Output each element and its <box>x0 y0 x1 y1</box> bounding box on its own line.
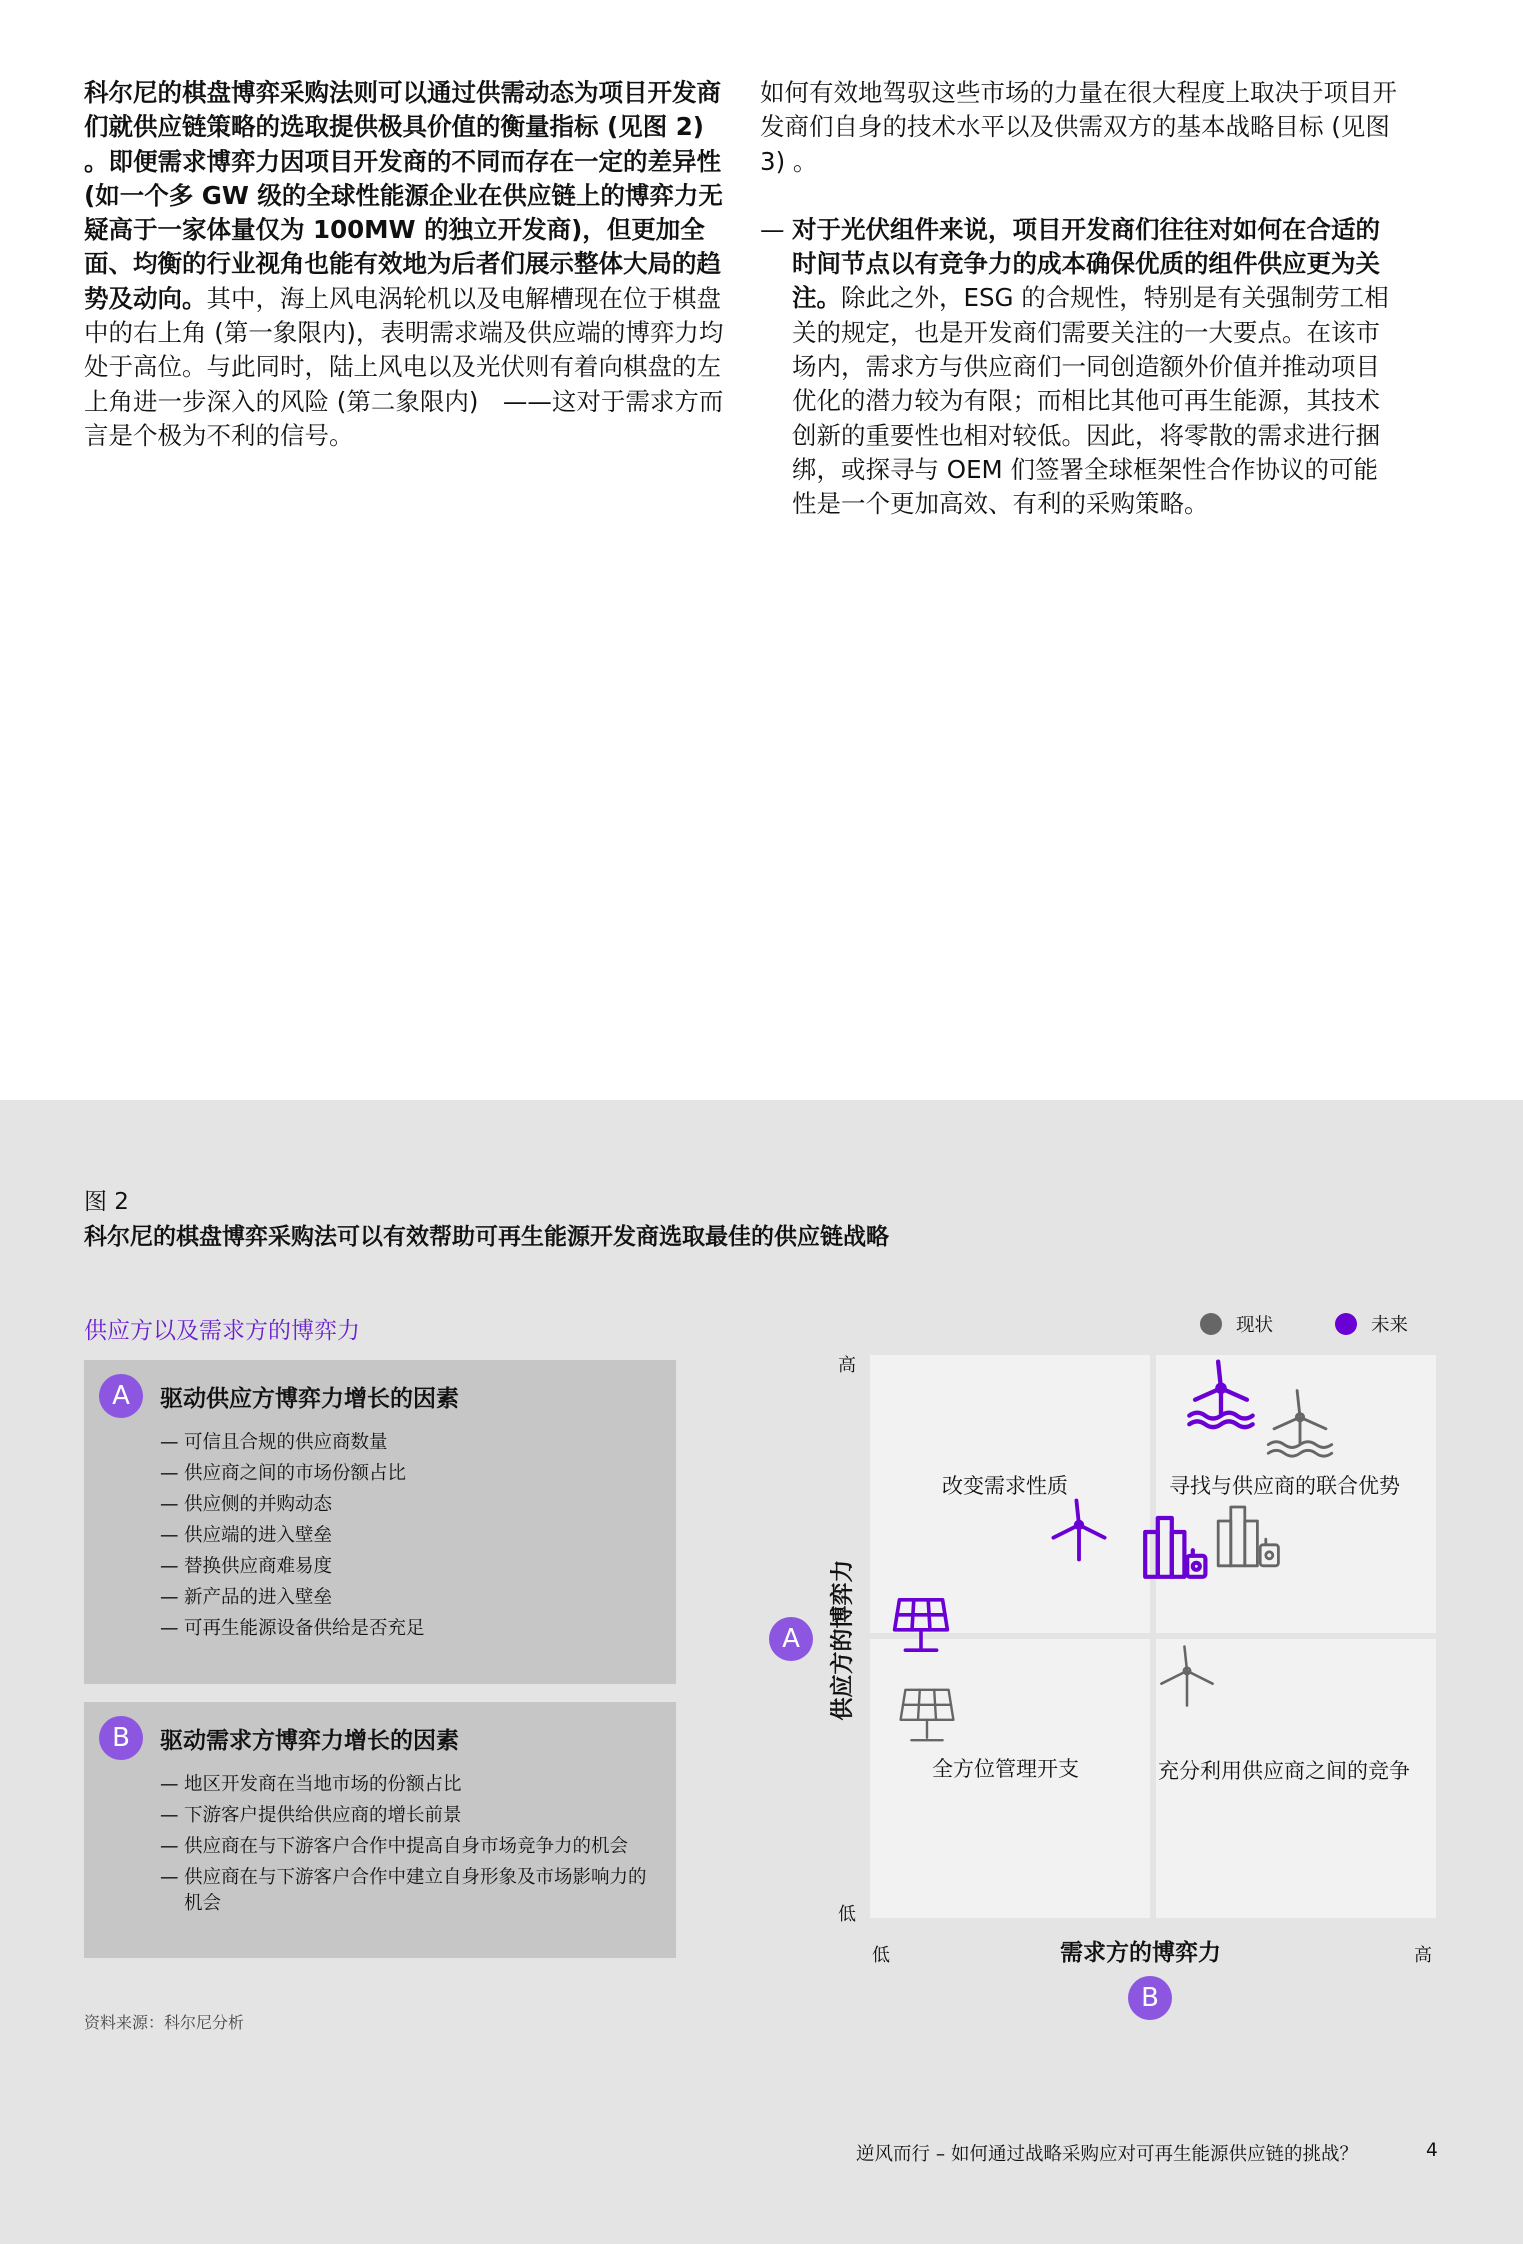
list-dash: — <box>160 1836 179 1857</box>
panel-a-badge: A <box>99 1374 143 1418</box>
list-item-text: 供应商在与下游客户合作中建立自身形象及市场影响力的机会 <box>184 1867 647 1914</box>
panel-b-list <box>160 1772 660 1922</box>
right-bullet-regular: 除此之外，ESG 的合规性，特别是有关强制劳工相关的规定，也是开发商们需要关注的一大要点。在该市场内，需求方与供应商们一同创造额外价值并推动项目优化的潜力较为有限；而相比其他可再生能源，其技术创新的重要性也相对较低。因此，将零散的需求进行捆绑，或探寻与 OEM 们签署全球框架性合作协议的可能性是一个更加高效、有利的采购策略。 <box>792 283 1389 519</box>
panel-a-list <box>160 1430 660 1647</box>
list-item-text: 下游客户提供给供应商的增长前景 <box>184 1805 462 1826</box>
solar-panel-icon <box>897 1685 957 1745</box>
list-item <box>160 1585 660 1611</box>
legend-current-dot <box>1200 1313 1222 1335</box>
panel-b-title: 驱动需求方博弈力增长的因素 <box>160 1728 459 1754</box>
quadrant-label-bottom-left: 全方位管理开支 <box>932 1757 1079 1781</box>
left-regular-text: 其中，海上风电涡轮机以及电解槽现在位于棋盘中的右上角 (第一象限内)，表明需求端及供应端的博弈力均处于高位。与此同时，陆上风电以及光伏则有着向棋盘的左上角进一步深入的风险 (第二象限内) ——这对于需求方而言是个极为不利的信号。 <box>84 283 724 450</box>
x-tick-low: 低 <box>872 1945 890 1966</box>
bullet-dash: — <box>760 214 785 244</box>
list-dash: — <box>160 1618 179 1639</box>
list-item-text: 供应商在与下游客户合作中提高自身市场竞争力的机会 <box>184 1836 629 1857</box>
offshore-wind-turbine-icon <box>1185 1356 1257 1432</box>
list-dash: — <box>160 1525 179 1546</box>
legend-current <box>1200 1311 1273 1337</box>
list-dash: — <box>160 1805 179 1826</box>
list-item-text: 供应端的进入壁垒 <box>184 1525 333 1546</box>
list-item <box>160 1461 660 1487</box>
list-item <box>160 1523 660 1549</box>
legend-current-label: 现状 <box>1236 1315 1274 1336</box>
electrolyzer-icon <box>1214 1497 1284 1573</box>
legend-future-label: 未来 <box>1371 1315 1409 1336</box>
list-item-text: 供应侧的并购动态 <box>184 1494 333 1515</box>
source-note: 资料来源：科尔尼分析 <box>84 2013 245 2032</box>
right-bullet-item <box>760 213 1400 522</box>
list-item-text: 可信且合规的供应商数量 <box>184 1432 388 1453</box>
x-axis-badge: B <box>1128 1976 1172 2020</box>
quadrant-label-top-right: 寻找与供应商的联合优势 <box>1169 1474 1400 1498</box>
y-tick-low: 低 <box>838 1904 856 1925</box>
list-item <box>160 1865 660 1917</box>
list-dash: — <box>160 1463 179 1484</box>
list-item-text: 替换供应商难易度 <box>184 1556 333 1577</box>
figure-label: 图 2 <box>84 1189 129 1215</box>
list-item <box>160 1834 660 1860</box>
list-dash: — <box>160 1867 179 1888</box>
footer-title: 逆风而行 – 如何通过战略采购应对可再生能源供应链的挑战？ <box>856 2144 1359 2165</box>
supply-factors-panel <box>84 1360 676 1684</box>
body-column-left <box>84 76 724 453</box>
x-tick-high: 高 <box>1414 1945 1432 1966</box>
list-item-text: 新产品的进入壁垒 <box>184 1587 333 1608</box>
solar-panel-icon <box>891 1595 951 1655</box>
panel-a-title: 驱动供应方博弈力增长的因素 <box>160 1386 459 1412</box>
list-item-text: 供应商之间的市场份额占比 <box>184 1463 407 1484</box>
electrolyzer-icon <box>1141 1508 1211 1584</box>
quadrant-label-bottom-right: 充分利用供应商之间的竞争 <box>1158 1759 1410 1783</box>
list-item <box>160 1430 660 1456</box>
legend-future <box>1335 1311 1408 1337</box>
onshore-wind-turbine-icon <box>1155 1638 1219 1714</box>
list-item-text: 地区开发商在当地市场的份额占比 <box>184 1774 462 1795</box>
list-item <box>160 1554 660 1580</box>
list-item <box>160 1616 660 1642</box>
quadrant-label-top-left: 改变需求性质 <box>942 1474 1068 1498</box>
list-dash: — <box>160 1556 179 1577</box>
list-dash: — <box>160 1587 179 1608</box>
legend-future-dot <box>1335 1313 1357 1335</box>
x-axis-title: 需求方的博弈力 <box>1060 1940 1221 1966</box>
offshore-wind-turbine-icon <box>1264 1385 1336 1461</box>
list-dash: — <box>160 1432 179 1453</box>
y-tick-high: 高 <box>838 1355 856 1376</box>
list-dash: — <box>160 1774 179 1795</box>
list-item-text: 可再生能源设备供给是否充足 <box>184 1618 425 1639</box>
left-bold-text: 科尔尼的棋盘博弈采购法则可以通过供需动态为项目开发商们就供应链策略的选取提供极具价值的衡量指标 (见图 2) 。即便需求博弈力因项目开发商的不同而存在一定的差异性 (如一个多 GW 级的全球性能源企业在供应链上的博弈力无疑高于一家体量仅为 100MW 的独立开发商)，但更加全面、均衡的行业视角也能有效地为后者们展示整体大局的趋势及动向。 <box>84 78 723 313</box>
onshore-wind-turbine-icon <box>1047 1492 1111 1568</box>
demand-factors-panel <box>84 1702 676 1958</box>
body-column-right <box>760 76 1400 522</box>
panel-b-badge: B <box>99 1716 143 1760</box>
list-dash: — <box>160 1494 179 1515</box>
y-axis-title: 供应方的博弈力 <box>829 1559 856 1721</box>
y-axis-badge: A <box>769 1617 813 1661</box>
list-item <box>160 1772 660 1798</box>
page-number: 4 <box>1426 2140 1438 2161</box>
factors-heading: 供应方以及需求方的博弈力 <box>84 1318 360 1344</box>
right-bullet-bold: 对于光伏组件来说，项目开发商们往往对如何在合适的时间节点以有竞争力的成本确保优质的组件供应更为关注。 <box>792 214 1380 313</box>
list-item <box>160 1492 660 1518</box>
list-item <box>160 1803 660 1829</box>
right-intro-paragraph: 如何有效地驾驭这些市场的力量在很大程度上取决于项目开发商们自身的技术水平以及供需双方的基本战略目标 (见图 3) 。 <box>760 78 1397 176</box>
figure-title: 科尔尼的棋盘博弈采购法可以有效帮助可再生能源开发商选取最佳的供应链战略 <box>84 1224 889 1250</box>
